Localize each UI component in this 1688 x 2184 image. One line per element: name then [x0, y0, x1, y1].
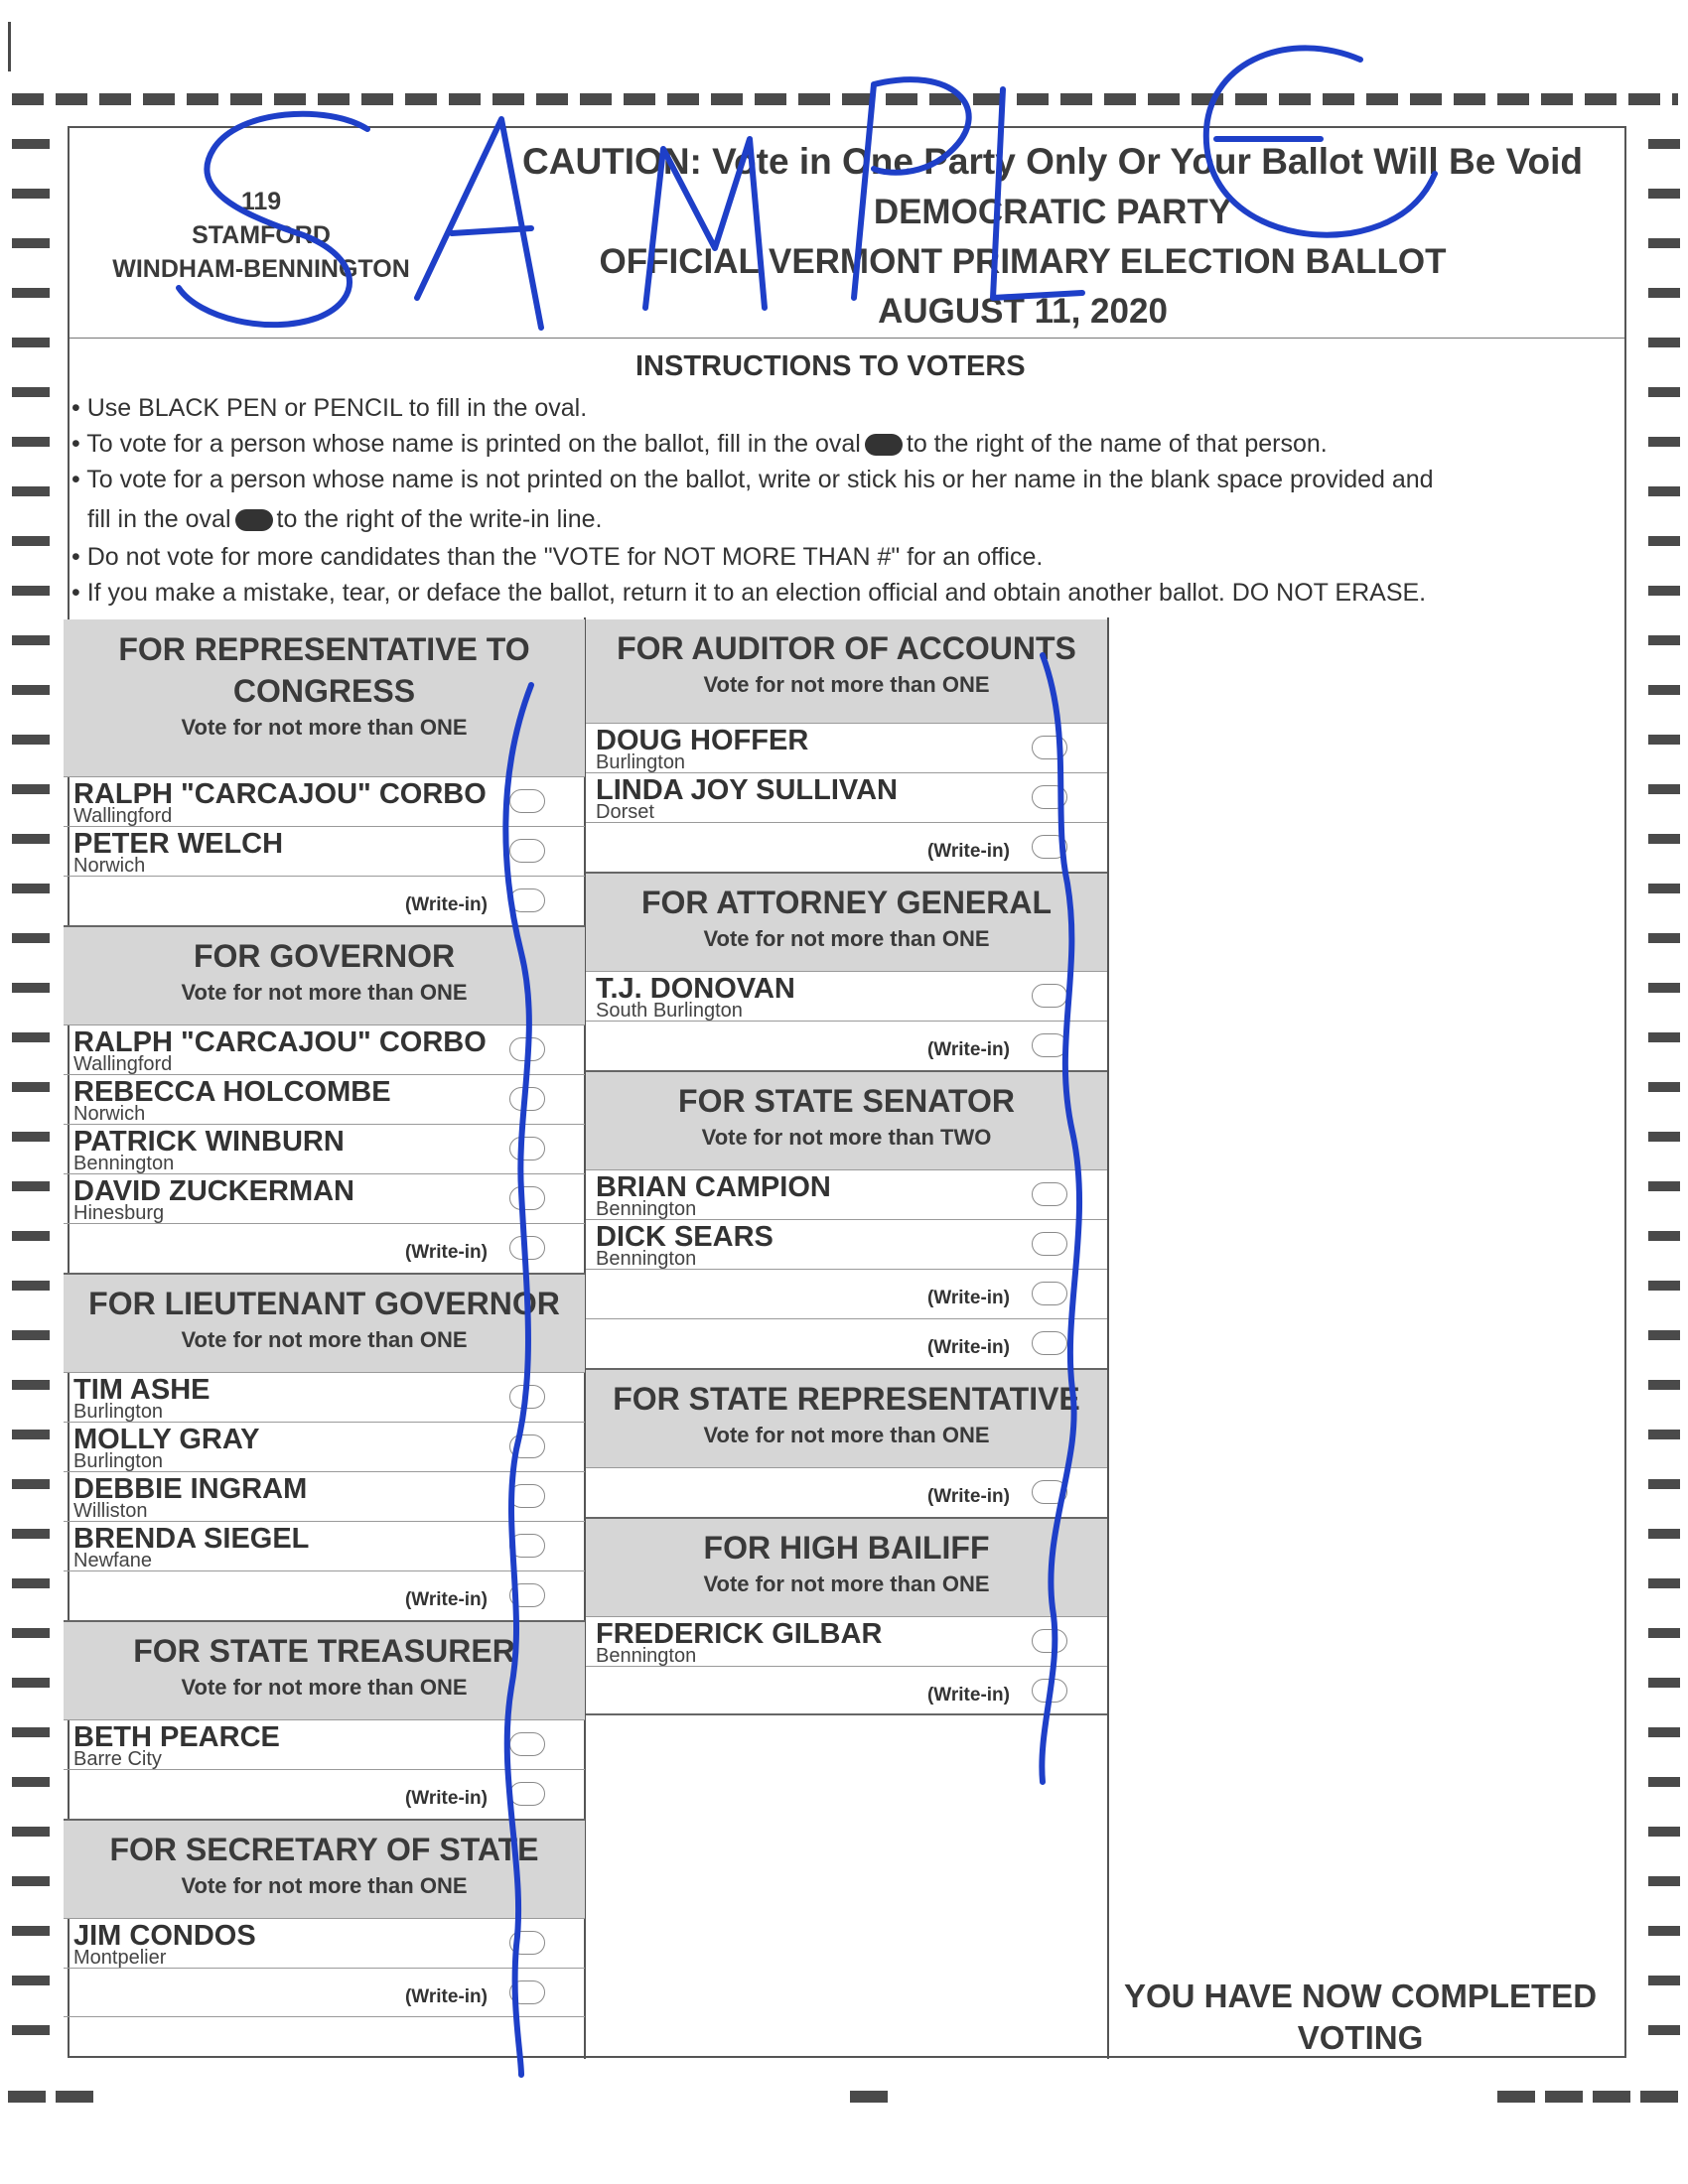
- completion-message: YOU HAVE NOW COMPLETED VOTING: [1123, 1978, 1598, 2056]
- candidate-name: DOUG HOFFER: [596, 725, 809, 756]
- town-name: STAMFORD: [192, 221, 331, 249]
- write-in-label: (Write-in): [404, 1242, 488, 1263]
- vote-for-limit: Vote for not more than TWO: [701, 1125, 992, 1150]
- write-in-label: (Write-in): [926, 1039, 1010, 1060]
- instruction-2: • To vote for a person whose name is printed on the ballot, fill in the oval to the right of the name of that person.: [71, 430, 1328, 458]
- candidate-name: JIM CONDOS: [73, 1920, 256, 1952]
- vote-for-limit: Vote for not more than ONE: [703, 1571, 990, 1596]
- ballot-title: OFFICIAL VERMONT PRIMARY ELECTION BALLOT: [599, 242, 1447, 281]
- candidate-town: Burlington: [73, 1450, 164, 1472]
- write-in-label: (Write-in): [926, 1288, 1010, 1308]
- instruction-5: • If you make a mistake, tear, or deface the ballot, return it to an election official and obtain another ballot. DO NOT ERASE.: [71, 579, 1427, 607]
- vote-for-limit: Vote for not more than ONE: [703, 672, 990, 697]
- candidate-name: REBECCA HOLCOMBE: [73, 1076, 391, 1108]
- race-title: FOR AUDITOR OF ACCOUNTS: [617, 630, 1076, 666]
- vote-for-limit: Vote for not more than ONE: [181, 1873, 468, 1898]
- ink-stroke-s: [179, 114, 367, 325]
- caution-line: CAUTION: Vote in One Party Only Or Your Ballot Will Be Void: [522, 141, 1583, 182]
- candidate-town: Montpelier: [73, 1947, 167, 1969]
- candidate-name: BRIAN CAMPION: [596, 1171, 831, 1203]
- candidate-name: RALPH "CARCAJOU" CORBO: [73, 778, 487, 810]
- race-title: FOR STATE REPRESENTATIVE: [613, 1381, 1080, 1417]
- write-in-label: (Write-in): [926, 1486, 1010, 1507]
- write-in-label: (Write-in): [404, 1788, 488, 1809]
- candidate-town: Norwich: [73, 1103, 146, 1125]
- candidate-town: Bennington: [596, 1198, 697, 1220]
- ink-stroke-p: [854, 79, 969, 298]
- district-number: 119: [240, 188, 282, 215]
- ink-stroke-line-2: [1042, 655, 1079, 1782]
- candidate-town: Dorset: [596, 801, 654, 823]
- vote-for-limit: Vote for not more than ONE: [703, 926, 990, 951]
- candidate-name: BETH PEARCE: [73, 1721, 280, 1753]
- candidate-name: LINDA JOY SULLIVAN: [596, 774, 898, 806]
- vote-for-limit: Vote for not more than ONE: [181, 1675, 468, 1700]
- race-title: FOR GOVERNOR: [193, 938, 456, 974]
- candidate-town: Burlington: [596, 751, 686, 773]
- race-title: CONGRESS: [232, 673, 416, 709]
- write-in-label: (Write-in): [926, 1685, 1010, 1706]
- race-title: FOR SECRETARY OF STATE: [109, 1832, 539, 1867]
- candidate-name: PETER WELCH: [73, 828, 284, 860]
- write-in-label: (Write-in): [404, 1589, 488, 1610]
- vote-for-limit: Vote for not more than ONE: [181, 715, 468, 740]
- race-title: FOR STATE SENATOR: [678, 1083, 1015, 1119]
- candidate-town: Hinesburg: [73, 1202, 165, 1224]
- candidate-town: Bennington: [596, 1248, 697, 1270]
- candidate-town: Norwich: [73, 855, 146, 877]
- candidate-name: T.J. DONOVAN: [596, 973, 795, 1005]
- candidate-name: BRENDA SIEGEL: [73, 1523, 310, 1555]
- candidate-town: Newfane: [73, 1550, 152, 1571]
- election-date: AUGUST 11, 2020: [878, 292, 1168, 331]
- ink-stroke-line-1: [505, 685, 531, 2075]
- write-in-label: (Write-in): [404, 894, 488, 915]
- party-name: DEMOCRATIC PARTY: [873, 193, 1232, 231]
- race-title: FOR LIEUTENANT GOVERNOR: [88, 1286, 560, 1321]
- instructions-title: INSTRUCTIONS TO VOTERS: [635, 350, 1026, 382]
- vote-for-limit: Vote for not more than ONE: [703, 1423, 990, 1447]
- write-in-label: (Write-in): [926, 841, 1010, 862]
- candidate-town: South Burlington: [596, 1000, 743, 1022]
- candidate-town: Williston: [73, 1500, 148, 1522]
- ink-stroke-e: [1206, 48, 1435, 234]
- candidate-name: FREDERICK GILBAR: [596, 1618, 883, 1650]
- instruction-3-cont: fill in the oval to the right of the write-in line.: [87, 505, 603, 533]
- race-title: FOR STATE TREASURER: [133, 1633, 515, 1669]
- candidate-name: DEBBIE INGRAM: [73, 1473, 308, 1505]
- instruction-3: • To vote for a person whose name is not printed on the ballot, write or stick his or her name in the blank space provided and: [71, 466, 1434, 493]
- ink-stroke-a: [417, 119, 541, 328]
- candidate-town: Barre City: [73, 1748, 162, 1770]
- write-in-label: (Write-in): [926, 1337, 1010, 1358]
- candidate-name: MOLLY GRAY: [73, 1424, 260, 1455]
- candidate-name: RALPH "CARCAJOU" CORBO: [73, 1026, 487, 1058]
- candidate-town: Burlington: [73, 1401, 164, 1423]
- candidate-town: Wallingford: [73, 805, 173, 827]
- candidate-town: Bennington: [73, 1153, 175, 1174]
- district-name: WINDHAM-BENNINGTON: [112, 255, 410, 283]
- candidate-town: Bennington: [596, 1645, 697, 1667]
- race-title: FOR HIGH BAILIFF: [703, 1530, 990, 1566]
- ink-stroke-l: [993, 89, 1082, 298]
- handwriting-strokes: [179, 48, 1435, 2075]
- candidate-name: DICK SEARS: [596, 1221, 774, 1253]
- instruction-4: • Do not vote for more candidates than the "VOTE for NOT MORE THAN #" for an office.: [71, 543, 1044, 571]
- ink-stroke-m: [645, 139, 765, 308]
- candidate-town: Wallingford: [73, 1053, 173, 1075]
- race-title: FOR ATTORNEY GENERAL: [640, 885, 1053, 920]
- vote-for-limit: Vote for not more than ONE: [181, 980, 468, 1005]
- candidate-name: PATRICK WINBURN: [73, 1126, 345, 1158]
- candidate-name: TIM ASHE: [73, 1374, 211, 1406]
- race-title: FOR REPRESENTATIVE TO: [118, 631, 530, 667]
- candidate-name: DAVID ZUCKERMAN: [73, 1175, 355, 1207]
- instruction-1: • Use BLACK PEN or PENCIL to fill in the oval.: [71, 394, 588, 422]
- write-in-label: (Write-in): [404, 1986, 488, 2007]
- vote-for-limit: Vote for not more than ONE: [181, 1327, 468, 1352]
